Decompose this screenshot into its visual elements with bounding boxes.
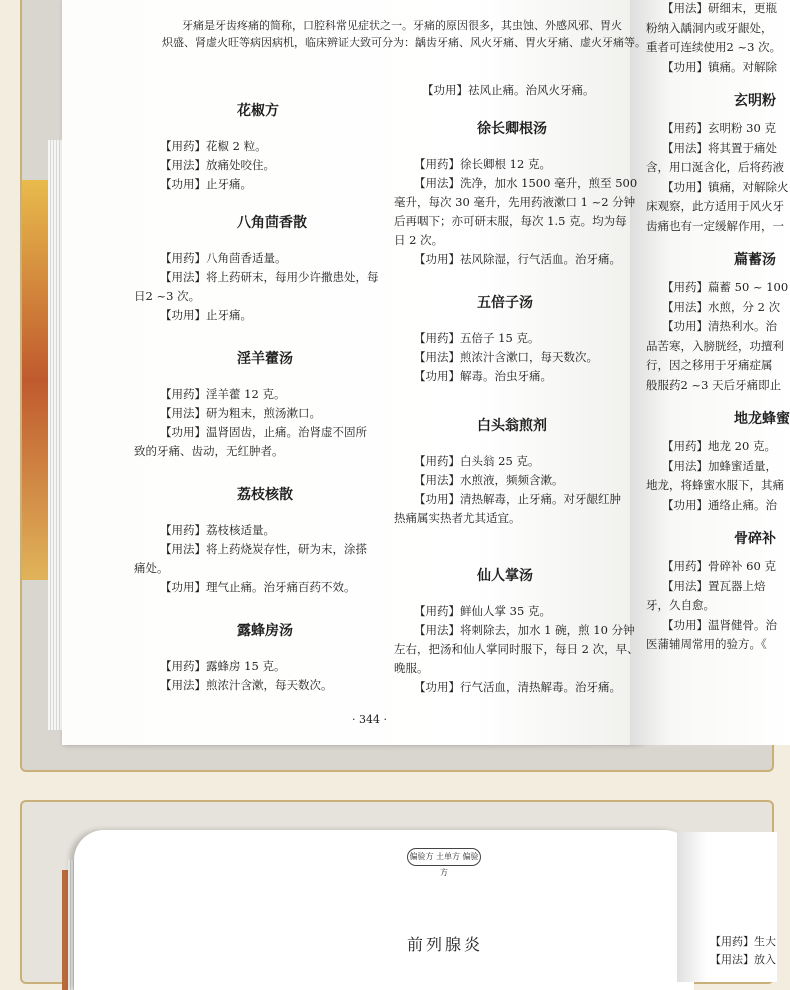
right-line: 【用药】生大 [710, 935, 776, 948]
recipe-line: 【功用】止牙痛。 [160, 308, 252, 322]
book-photo-top [20, 0, 790, 772]
book-photo-bottom [20, 800, 774, 984]
recipe-line: 【用药】白头翁 25 克。 [414, 454, 540, 468]
recipe-line: 【功用】温肾固齿，止痛。治肾虚不固所 [160, 425, 367, 439]
recipe-line: 后再咽下；亦可研末服，每次 1.5 克。均为每 [394, 214, 627, 228]
recipe-line: 【用法】水煎液，频频含漱。 [414, 473, 564, 487]
series-badge: 偏验方 土单方 偏验方 [407, 848, 481, 866]
recipe-line: 齿痛也有一定缓解作用，一 [646, 218, 784, 233]
recipe-line: 【用法】洗净，加水 1500 毫升，煎至 500 [414, 176, 638, 190]
recipe-line: 【用法】煎浓汁含漱，每天数次。 [160, 678, 333, 692]
recipe-line: 含，用口涎含化，后将药液 [646, 160, 784, 174]
recipe-line: 【用药】淫羊藿 12 克。 [160, 387, 286, 401]
book-cover-edge [22, 180, 48, 580]
recipe-title: 五倍子汤 [477, 295, 533, 311]
recipe-line: 【用药】徐长卿根 12 克。 [414, 157, 551, 171]
recipe-title: 花椒方 [237, 103, 279, 119]
recipe-title: 徐长卿根汤 [477, 121, 547, 137]
recipe-line: 痛处。 [134, 561, 169, 575]
recipe-title: 露蜂房汤 [237, 623, 293, 639]
recipe-line: 【用法】加蜂蜜适量， [662, 458, 777, 473]
recipe-line: 重者可连续使用2 ~3 次。 [646, 40, 782, 54]
recipe-title: 玄明粉 [734, 93, 776, 109]
recipe-title: 八角茴香散 [237, 215, 307, 231]
recipe-line: 般服药2 ~3 天后牙痛即止 [646, 377, 782, 392]
recipe-line: 【用药】萹蓄 50 ~ 100 [662, 280, 789, 294]
chapter-title: 前列腺炎 [407, 935, 484, 954]
recipe-line: 【功用】清热解毒，止牙痛。对牙龈红肿 [414, 492, 621, 506]
recipe-line: 【用药】五倍子 15 克。 [414, 331, 540, 345]
recipe-line: 日 2 次。 [394, 233, 444, 247]
recipe-line: 【用法】将上药研末，每用少许撒患处，每 [160, 270, 379, 284]
recipe-line: 【用法】水煎，分 2 次 [662, 299, 781, 314]
recipe-line: 行，因之移用于牙痛症属 [646, 358, 773, 372]
recipe-line: 地龙，将蜂蜜水服下，其痛 [646, 478, 784, 492]
recipe-line: 【功用】理气止痛。治牙痛百药不效。 [160, 580, 356, 594]
recipe-line: 粉纳入龋洞内或牙龈处， [646, 20, 773, 35]
recipe-line: 【功用】温肾健骨。治 [662, 617, 777, 632]
recipe-line: 【用药】荔枝核适量。 [160, 523, 275, 537]
intro-line: 牙痛是牙齿疼痛的简称，口腔科常见症状之一。牙痛的原因很多，其虫蚀、外感风邪、胃火 [182, 19, 622, 32]
recipe-line: 毫升，每次 30 毫升，先用药液漱口 1 ~2 分钟 [394, 195, 636, 209]
recipe-line: 【用法】将其置于痛处 [662, 140, 777, 155]
recipe-line: 【用药】玄明粉 30 克 [662, 121, 776, 135]
recipe-title: 淫羊藿汤 [237, 351, 293, 367]
recipe-title: 仙人掌汤 [477, 568, 533, 584]
recipe-line: 【功用】行气活血，清热解毒。治牙痛。 [414, 680, 621, 694]
recipe-line: 品苦寒，入膀胱经，功擅利 [646, 338, 784, 353]
recipe-line: 左右，把汤和仙人掌同时服下，每日 2 次，早、 [394, 642, 639, 656]
right-line: 【用法】放入 [710, 953, 776, 966]
recipe-line: 【用药】八角茴香适量。 [160, 251, 287, 265]
recipe-line: 【功用】祛风除湿，行气活血。治牙痛。 [414, 252, 621, 266]
recipe-title: 骨碎补 [734, 531, 776, 547]
recipe-line: 【功用】清热利水。治 [662, 319, 777, 333]
recipe-line: 日2 ~3 次。 [134, 289, 201, 303]
recipe-line: 热痛属实热者尤其适宜。 [394, 511, 521, 525]
recipe-line: 床观察，此方适用于风火牙 [646, 199, 784, 213]
recipe-line: 【用法】放痛处咬住。 [160, 158, 275, 172]
recipe-line: 【功用】解毒。治虫牙痛。 [414, 369, 552, 383]
mid-top-line: 【功用】祛风止痛。治风火牙痛。 [422, 83, 595, 97]
recipe-line: 【功用】镇痛，对解除火 [662, 179, 789, 194]
recipe-line: 晚服。 [394, 661, 429, 675]
recipe-line: 医蒲辅周常用的验方。《 [646, 637, 767, 651]
recipe-line: 【功用】止牙痛。 [160, 177, 252, 191]
recipe-line: 【用药】花椒 2 粒。 [160, 139, 267, 153]
recipe-line: 【用法】研为粗末，煎汤漱口。 [160, 406, 321, 420]
recipe-line: 【用药】鲜仙人掌 35 克。 [414, 604, 551, 618]
page-number: · 344 · [352, 713, 387, 726]
left-page [74, 830, 694, 990]
recipe-line: 【用法】研细末，更瓶 [662, 1, 777, 15]
recipe-line: 致的牙痛、齿动，无红肿者。 [134, 444, 284, 458]
intro-line: 炽盛、肾虚火旺等病因病机，临床辨证大致可分为：龋齿牙痛、风火牙痛、胃火牙痛、虚火牙痛等。 [162, 36, 646, 49]
recipe-line: 【用药】地龙 20 克。 [662, 439, 776, 453]
recipe-line: 牙，久自愈。 [646, 598, 715, 612]
recipe-line: 【功用】镇痛。对解除 [662, 59, 777, 74]
recipe-line: 【用法】将上药烧炭存性，研为末，涂搽 [160, 542, 367, 556]
recipe-line: 【用药】骨碎补 60 克 [662, 559, 776, 573]
recipe-title: 萹蓄汤 [734, 252, 776, 268]
recipe-line: 【用法】煎浓汁含漱口，每天数次。 [414, 350, 598, 364]
recipe-line: 【用法】将刺除去，加水 1 碗，煎 10 分钟 [414, 623, 635, 637]
recipe-title: 白头翁煎剂 [477, 418, 547, 434]
recipe-title: 地龙蜂蜜 [734, 411, 790, 427]
recipe-title: 荔枝核散 [237, 487, 293, 503]
recipe-line: 【功用】通络止痛。治 [662, 497, 777, 512]
recipe-line: 【用法】置瓦器上焙 [662, 578, 766, 593]
recipe-line: 【用药】露蜂房 15 克。 [160, 659, 286, 673]
